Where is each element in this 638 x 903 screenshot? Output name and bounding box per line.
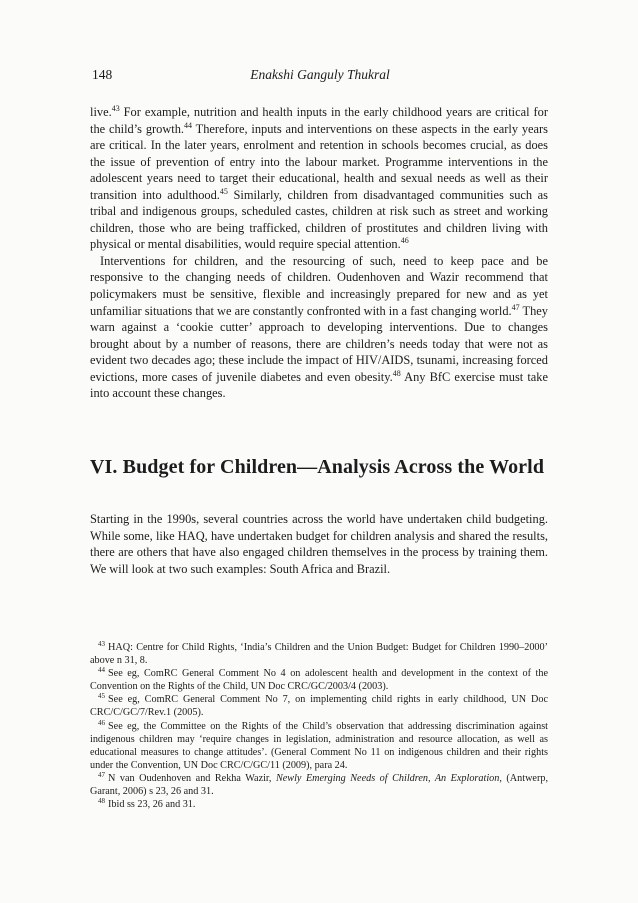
paragraph-2-text-a: Interventions for children, and the resourcing of such, need to keep pace and be responsive to the changing needs of children. Oudenhoven and Wazir recommend that policymakers must be sensitive, flexible and increasingly prepared for new and as yet unfamiliar situations that we are constantly confronted with in a fast changing world. <box>90 253 548 318</box>
section-heading: VI. Budget for Children—Analysis Across the World <box>90 456 545 478</box>
paragraph-1 <box>90 104 548 253</box>
footnote-48 <box>90 798 548 811</box>
footnote-title-italic: Newly Emerging Needs of Children, An Exploration <box>275 772 500 784</box>
footnote-number: 48 <box>98 797 105 806</box>
footnote-text: HAQ: Centre for Child Rights, ‘India’s Children and the Union Budget: Budget for Children 1990–2000’ above n 31, 8. <box>90 642 548 667</box>
section-paragraph: Starting in the 1990s, several countries across the world have undertaken child budgeting. While some, like HAQ, have undertaken budget for children analysis and shared the results, there are others that have also engaged children themselves in the process by training them. We will look at two such examples: South Africa and Brazil. <box>90 512 548 576</box>
body-text <box>90 104 548 402</box>
footnote-44 <box>90 667 548 693</box>
footnote-text: See eg, ComRC General Comment No 4 on adolescent health and development in the context of the Convention on the Rights of the Child, UN Doc CRC/GC/2003/4 (2003). <box>90 668 548 693</box>
footnote-number: 45 <box>98 692 105 701</box>
footnote-ref-47: 47 <box>511 302 520 312</box>
footnotes <box>90 641 548 811</box>
paragraph-2-text-c: Any BfC exercise must take into account these changes. <box>90 369 548 401</box>
footnote-ref-48: 48 <box>392 368 401 378</box>
footnote-text: See eg, the Committee on the Rights of the Child’s observation that addressing discrimination against indigenous children may ‘require changes in legislation, administration and resource allocation, as well as educational measures to change attitudes’. (General Comment No 11 on indigenous children and their rights under the Convention, UN Doc CRC/C/GC/11 (2009), para 24. <box>90 720 548 771</box>
running-head <box>92 67 548 87</box>
footnote-46 <box>90 720 548 772</box>
running-title: Enakshi Ganguly Thukral <box>250 67 390 82</box>
footnote-43 <box>90 641 548 667</box>
footnote-text: N van Oudenhoven and Rekha Wazir, <box>108 772 276 784</box>
footnote-text: See eg, ComRC General Comment No 7, on implementing child rights in early childhood, UN Doc CRC/C/GC/7/Rev.1 (2005). <box>90 694 548 719</box>
footnote-number: 44 <box>98 666 105 675</box>
paragraph-1-text-c: Therefore, inputs and interventions on these aspects in the early years are critical. In the later years, enrolment and retention in schools becomes crucial, as does the issue of prevention of entry into the labour market. Programme interventions in the adolescent years need to target their educational, health and sexual needs as well as their transition into adulthood. <box>90 121 548 202</box>
footnote-ref-45: 45 <box>219 186 228 196</box>
footnote-number: 47 <box>98 770 105 779</box>
footnote-47 <box>90 772 548 798</box>
footnote-text: Ibid ss 23, 26 and 31. <box>108 799 196 811</box>
footnote-ref-46: 46 <box>400 236 409 246</box>
paragraph-1-text-a: live. <box>90 105 112 119</box>
footnote-ref-44: 44 <box>184 120 193 130</box>
paragraph-2-text-b: They warn against a ‘cookie cutter’ approach to developing interventions. Due to changes brought about by a number of reasons, there are children’s needs today that were not as evident two decades ago; these include the impact of HIV/AIDS, tsunami, increasing forced evictions, more cases of juvenile diabetes and even obesity. <box>90 303 548 384</box>
footnote-ref-43: 43 <box>111 104 120 113</box>
paragraph-1-text-d: Similarly, children from disadvantaged communities such as tribal and indigenous groups, scheduled castes, children at risk such as street and working children, those who are being trafficked, children of prostitutes and children living with physical or mental disabilities, would require special attention. <box>90 187 548 252</box>
page-number: 148 <box>92 67 113 82</box>
footnote-number: 46 <box>98 718 105 727</box>
footnote-45 <box>90 693 548 719</box>
footnote-text-end: , (Antwerp, Garant, 2006) s 23, 26 and 31. <box>90 772 548 798</box>
paragraph-2 <box>90 253 548 402</box>
paragraph-1-text-b: For example, nutrition and health inputs in the early childhood years are critical for the child’s growth. <box>90 105 548 136</box>
footnote-number: 43 <box>98 640 105 648</box>
